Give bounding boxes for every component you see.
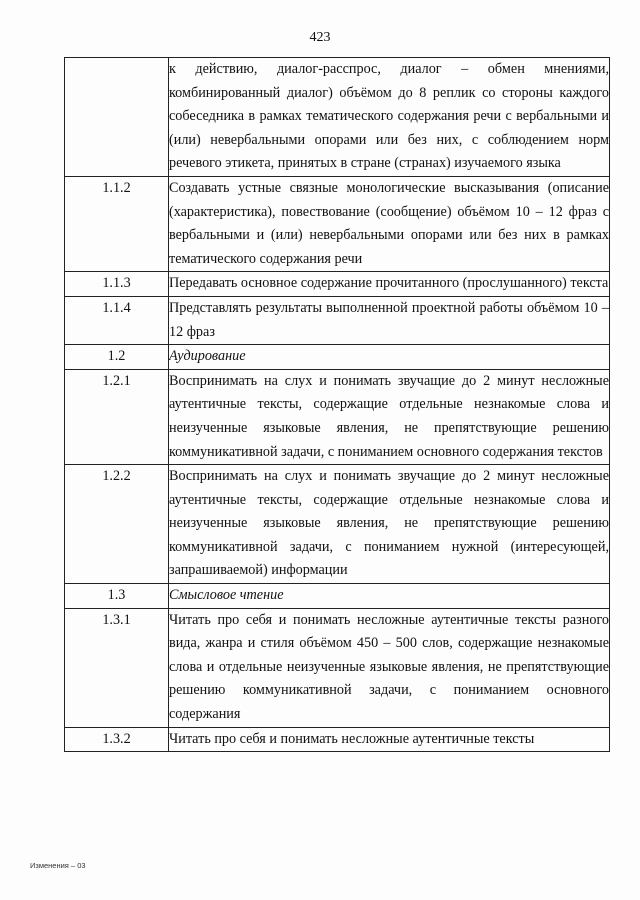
row-number: 1.2 [65, 345, 169, 370]
row-text: Создавать устные связные монологические высказывания (описание (характеристика), повествование (сообщение) объёмом 10 – 12 фраз с вербальными и (или) невербальными опорами или без них в рамках тематического содержания речи [169, 176, 610, 271]
page-number: 423 [309, 30, 331, 45]
row-text: к действию, диалог-расспрос, диалог – обмен мнениями, комбинированный диалог) объёмом до 8 реплик со стороны каждого собеседника в рамках тематического содержания речи с вербальными и (или) невербальными опорами или без них, с соблюдением норм речевого этикета, принятых в стране (странах) изучаемого языка [169, 58, 610, 177]
section-heading: Аудирование [169, 345, 610, 370]
table-row [65, 369, 610, 464]
table-row [65, 58, 610, 177]
row-number: 1.3.1 [65, 608, 169, 727]
row-number: 1.2.1 [65, 369, 169, 464]
row-text: Читать про себя и понимать несложные аутентичные тексты [169, 727, 610, 752]
table-row [65, 296, 610, 344]
row-text: Воспринимать на слух и понимать звучащие до 2 минут несложные аутентичные тексты, содержащие отдельные незнакомые слова и неизученные языковые явления, не препятствующие решению коммуникативной задачи, с пониманием нужной (интересующей, запрашиваемой) информации [169, 465, 610, 584]
row-number: 1.3 [65, 584, 169, 609]
table-row [65, 176, 610, 271]
row-number [65, 58, 169, 177]
row-number: 1.2.2 [65, 465, 169, 584]
row-text: Читать про себя и понимать несложные аутентичные тексты разного вида, жанра и стиля объёмом 450 – 500 слов, содержащие незнакомые слова и отдельные неизученные языковые явления, не препятствующие решению коммуникативной задачи, с пониманием основного содержания [169, 608, 610, 727]
row-text: Представлять результаты выполненной проектной работы объёмом 10 – 12 фраз [169, 296, 610, 344]
row-text: Передавать основное содержание прочитанного (прослушанного) текста [169, 272, 610, 297]
footer-revision: Изменения – 03 [30, 861, 86, 870]
row-number: 1.1.2 [65, 176, 169, 271]
requirements-table [64, 57, 610, 752]
table-row [65, 727, 610, 752]
section-heading: Смысловое чтение [169, 584, 610, 609]
row-number: 1.1.3 [65, 272, 169, 297]
table-row [65, 345, 610, 370]
table-row [65, 584, 610, 609]
row-text: Воспринимать на слух и понимать звучащие до 2 минут несложные аутентичные тексты, содержащие отдельные незнакомые слова и неизученные языковые явления, не препятствующие решению коммуникативной задачи, с пониманием основного содержания текстов [169, 369, 610, 464]
table-row [65, 608, 610, 727]
table-row [65, 272, 610, 297]
table-row [65, 465, 610, 584]
row-number: 1.1.4 [65, 296, 169, 344]
table-body [65, 58, 610, 752]
row-number: 1.3.2 [65, 727, 169, 752]
